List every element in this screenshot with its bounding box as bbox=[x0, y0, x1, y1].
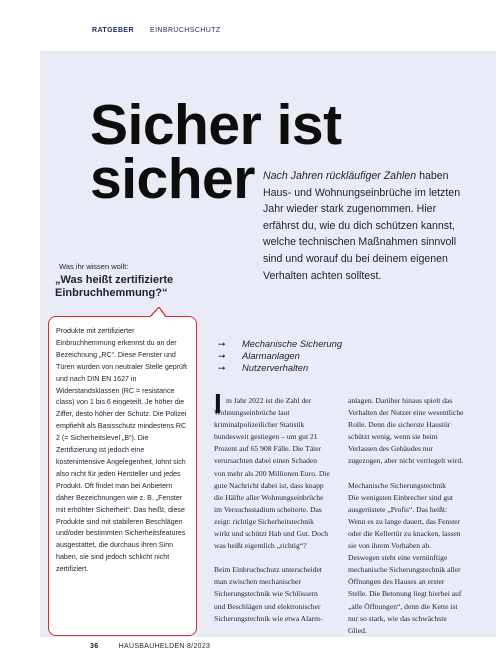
speech-bubble-notch-icon bbox=[150, 307, 168, 317]
answer-callout-text: Produkte mit zertifizierter Einbruchhemmung erkennst du an der Bezeichnung „RC“. Diese Fenster und Türen wurden von neutraler Stelle geprüft und nach DIN EN 1627 in Widerstandsklassen (RC = resistance class) von 1 bis 6 eingeteilt. Je höher die Ziffer, desto höher der Schutz. Die Polizei empfiehlt als Basisschutz mindestens RC 2 (= Sicherheitslevel „B“). Die Zertifizierung ist jedoch eine kostenintensive Angelegenheit, lohnt sich also nicht für jeden Hersteller und jedes Produkt. Oft findet man bei Anbietern daher Bezeichnungen wie z. B. „Fenster mit erhöhter Sicherheit“. Das heißt, diese Produkte sind mit stabileren Beschlägen und/oder bestimmten Sicherheitsfeatures ausgestattet, die durchaus ihren Sinn haben, sie sind jedoch schlicht nicht zertifiziert. bbox=[56, 327, 187, 574]
intro-body: haben Haus- und Wohnungseinbrüche im letzten Jahr wieder stark zugenommen. Hier erfährst du, wie du dich schützen kannst, welche technischen Maßnahmen sinnvoll sind und worauf du bei deinem eigenen Verhalten achten solltest. bbox=[263, 170, 461, 282]
question-label: Was ihr wissen wollt: bbox=[59, 262, 129, 271]
running-header bbox=[92, 27, 221, 34]
topic-list bbox=[218, 338, 342, 375]
list-item-label: Mechanische Sicherung bbox=[242, 338, 343, 349]
title-line-1: Sicher ist bbox=[90, 93, 342, 157]
body-paragraph: Die wenigsten Einbrecher sind gut ausgerüstete „Profis“. Das heißt: Wenn es zu lange dauert, das Fenster oder die Kellertür zu knacken, lassen sie von ihrem Vorhaben ab. Deswegen steht eine vernünftige mechanische Sicherungstechnik aller Öffnungen des Hauses an erster Stelle. Die Betonung liegt hierbei auf „alle Öffnungen“, denn die Kette ist nur so stark, wie das schwächste Glied. bbox=[348, 492, 462, 635]
list-item-label: Nutzerverhalten bbox=[242, 362, 309, 374]
list-item-label: Alarmanlagen bbox=[242, 350, 300, 362]
question-title: „Was heißt zertifizierte Einbruchhemmung?“ bbox=[55, 274, 174, 299]
page-number: 36 bbox=[90, 643, 99, 650]
arrow-right-icon: ➞ bbox=[218, 339, 226, 349]
arrow-right-icon: ➞ bbox=[218, 363, 226, 374]
arrow-right-icon: ➞ bbox=[218, 351, 226, 362]
subsection-label: EINBRUCHSCHUTZ bbox=[150, 27, 221, 34]
issue-label: HAUSBAUHELDEN 8/2023 bbox=[118, 643, 211, 650]
section-label: RATGEBER bbox=[92, 27, 134, 34]
intro-lead: Nach Jahren rückläufiger Zahlen bbox=[263, 170, 417, 182]
drop-cap: I bbox=[214, 388, 222, 419]
title-line-2: sicher bbox=[90, 147, 255, 211]
list-item bbox=[218, 362, 342, 374]
body-paragraph: m Jahr 2022 ist die Zahl der Wohnungseinbrüche laut kriminalpolizeilicher Statistik bundesweit gestiegen – um gut 21 Prozent auf 65 908 Fälle. Die Täter verursachten dabei einen Schaden von mehr als 200 Millionen Euro. Die gute Nachricht dabei ist, dass knapp die Hälfte aller Wohnungseinbrüche im Versuchsstadium scheiterte. Das zeigt: richtige Sicherheitstechnik wirkt und schützt Hab und Gut. Doch was heißt eigentlich „richtig“? bbox=[214, 396, 330, 551]
list-item bbox=[218, 338, 342, 350]
body-paragraph: Beim Einbruchschutz unterscheidet man zwischen mechanischer Sicherungstechnik wie Schlössern und Beschlägen und elektronischer Sicherungstechnik wie etwa Alarm- bbox=[214, 565, 323, 623]
body-column-1 bbox=[214, 395, 330, 625]
subheading: Mechanische Sicherungstechnik bbox=[348, 480, 447, 490]
body-paragraph: anlagen. Darüber hinaus spielt das Verhalten der Nutzer eine wesentliche Rolle. Denn die sicherste Haustür schützt wenig, wenn sie beim Verlassen des Gebäudes nur zugezogen, aber nicht verriegelt wird. bbox=[348, 396, 464, 466]
intro-paragraph bbox=[263, 168, 473, 284]
list-item bbox=[218, 350, 342, 362]
body-column-2 bbox=[348, 395, 464, 637]
page-footer bbox=[90, 643, 210, 650]
